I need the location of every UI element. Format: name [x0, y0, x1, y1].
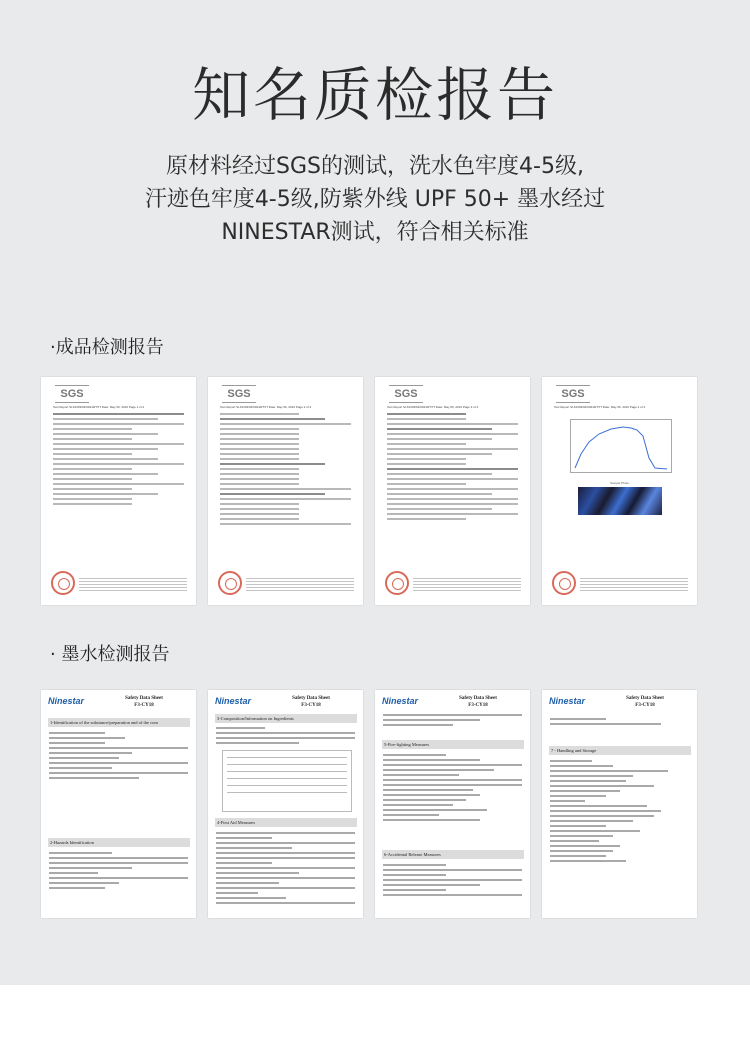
ninestar-logo: Ninestar	[48, 696, 85, 706]
sds-body	[383, 754, 522, 824]
stamp-seal-icon	[51, 571, 75, 595]
sgs-report-page-3[interactable]	[375, 377, 530, 605]
sds-body	[49, 732, 188, 782]
sds-body	[49, 852, 188, 892]
sample-photo	[578, 487, 662, 515]
safety-data-sheet-page-1[interactable]	[41, 690, 196, 918]
description-line-2: 汗迹色牢度4-5级,防紫外线 UPF 50+ 墨水经过	[144, 187, 606, 212]
sds-body	[216, 832, 355, 907]
sds-title: Safety Data Sheet F3-CY18	[292, 696, 330, 708]
sgs-report-page-2[interactable]	[208, 377, 363, 605]
transmittance-chart	[570, 419, 672, 473]
report-body	[387, 413, 518, 523]
sds-body	[383, 714, 522, 729]
sds-section-heading: 7 - Handling and Storage	[549, 746, 691, 755]
photo-caption: Sample Photo	[610, 481, 629, 485]
ingredients-table	[222, 750, 352, 812]
fine-print	[79, 578, 187, 593]
description-line-3: NINESTAR测试，符合相关标准	[221, 220, 529, 245]
sds-body	[216, 727, 355, 747]
report-header: Test Report SL61303/02/00449/TXT Date: May 06, 2016 Page 2 of 4	[220, 405, 312, 409]
description	[0, 150, 750, 249]
sgs-report-page-4[interactable]	[542, 377, 697, 605]
fine-print	[580, 578, 688, 593]
section-label-ink: · 墨水检测报告	[50, 644, 170, 665]
sgs-report-row	[41, 377, 697, 605]
sds-title: Safety Data Sheet F3-CY18	[125, 696, 163, 708]
stamp-seal-icon	[552, 571, 576, 595]
sds-row	[41, 690, 697, 918]
section-label-finished-product: ·成品检测报告	[50, 337, 164, 358]
sgs-logo: SGS	[556, 385, 590, 403]
sds-title: Safety Data Sheet F3-CY18	[626, 696, 664, 708]
sds-section-heading: 1-Identification of the substance/preparation and of the com	[48, 718, 190, 727]
ninestar-logo: Ninestar	[382, 696, 419, 706]
safety-data-sheet-page-4[interactable]	[542, 690, 697, 918]
sgs-logo: SGS	[55, 385, 89, 403]
report-body	[53, 413, 184, 508]
stamp-seal-icon	[218, 571, 242, 595]
safety-data-sheet-page-3[interactable]	[375, 690, 530, 918]
sgs-report-page-1[interactable]	[41, 377, 196, 605]
stamp-seal-icon	[385, 571, 409, 595]
sds-section-heading: 2-Hazards Identification	[48, 838, 190, 847]
sds-title: Safety Data Sheet F3-CY18	[459, 696, 497, 708]
sds-body	[383, 864, 522, 899]
ninestar-logo: Ninestar	[549, 696, 586, 706]
safety-data-sheet-page-2[interactable]	[208, 690, 363, 918]
sds-body	[550, 718, 689, 728]
sds-section-heading: 6-Accidental Release Measures	[382, 850, 524, 859]
report-body	[220, 413, 351, 528]
report-header: Test Report SL61303/02/00449/TXT Date: May 06, 2016 Page 3 of 4	[387, 405, 479, 409]
report-header: Test Report SL61303/02/00449/TXT Date: May 06, 2016 Page 4 of 4	[554, 405, 646, 409]
ninestar-logo: Ninestar	[215, 696, 252, 706]
sds-section-heading: 3-Composition/Information on Ingredients	[215, 714, 357, 723]
fine-print	[413, 578, 521, 593]
bottom-band	[0, 985, 750, 1050]
sgs-logo: SGS	[222, 385, 256, 403]
description-line-1: 原材料经过SGS的测试，洗水色牢度4-5级,	[166, 154, 584, 179]
report-header: Test Report SL61303/02/00449/TXT Date: May 06, 2016 Page 1 of 4	[53, 405, 145, 409]
sds-section-heading: 5-Fire-fighting Measures	[382, 740, 524, 749]
sgs-logo: SGS	[389, 385, 423, 403]
sds-section-heading: 4-First Aid Measures	[215, 818, 357, 827]
fine-print	[246, 578, 354, 593]
sds-body	[550, 760, 689, 865]
page-title: 知名质检报告	[191, 61, 558, 129]
